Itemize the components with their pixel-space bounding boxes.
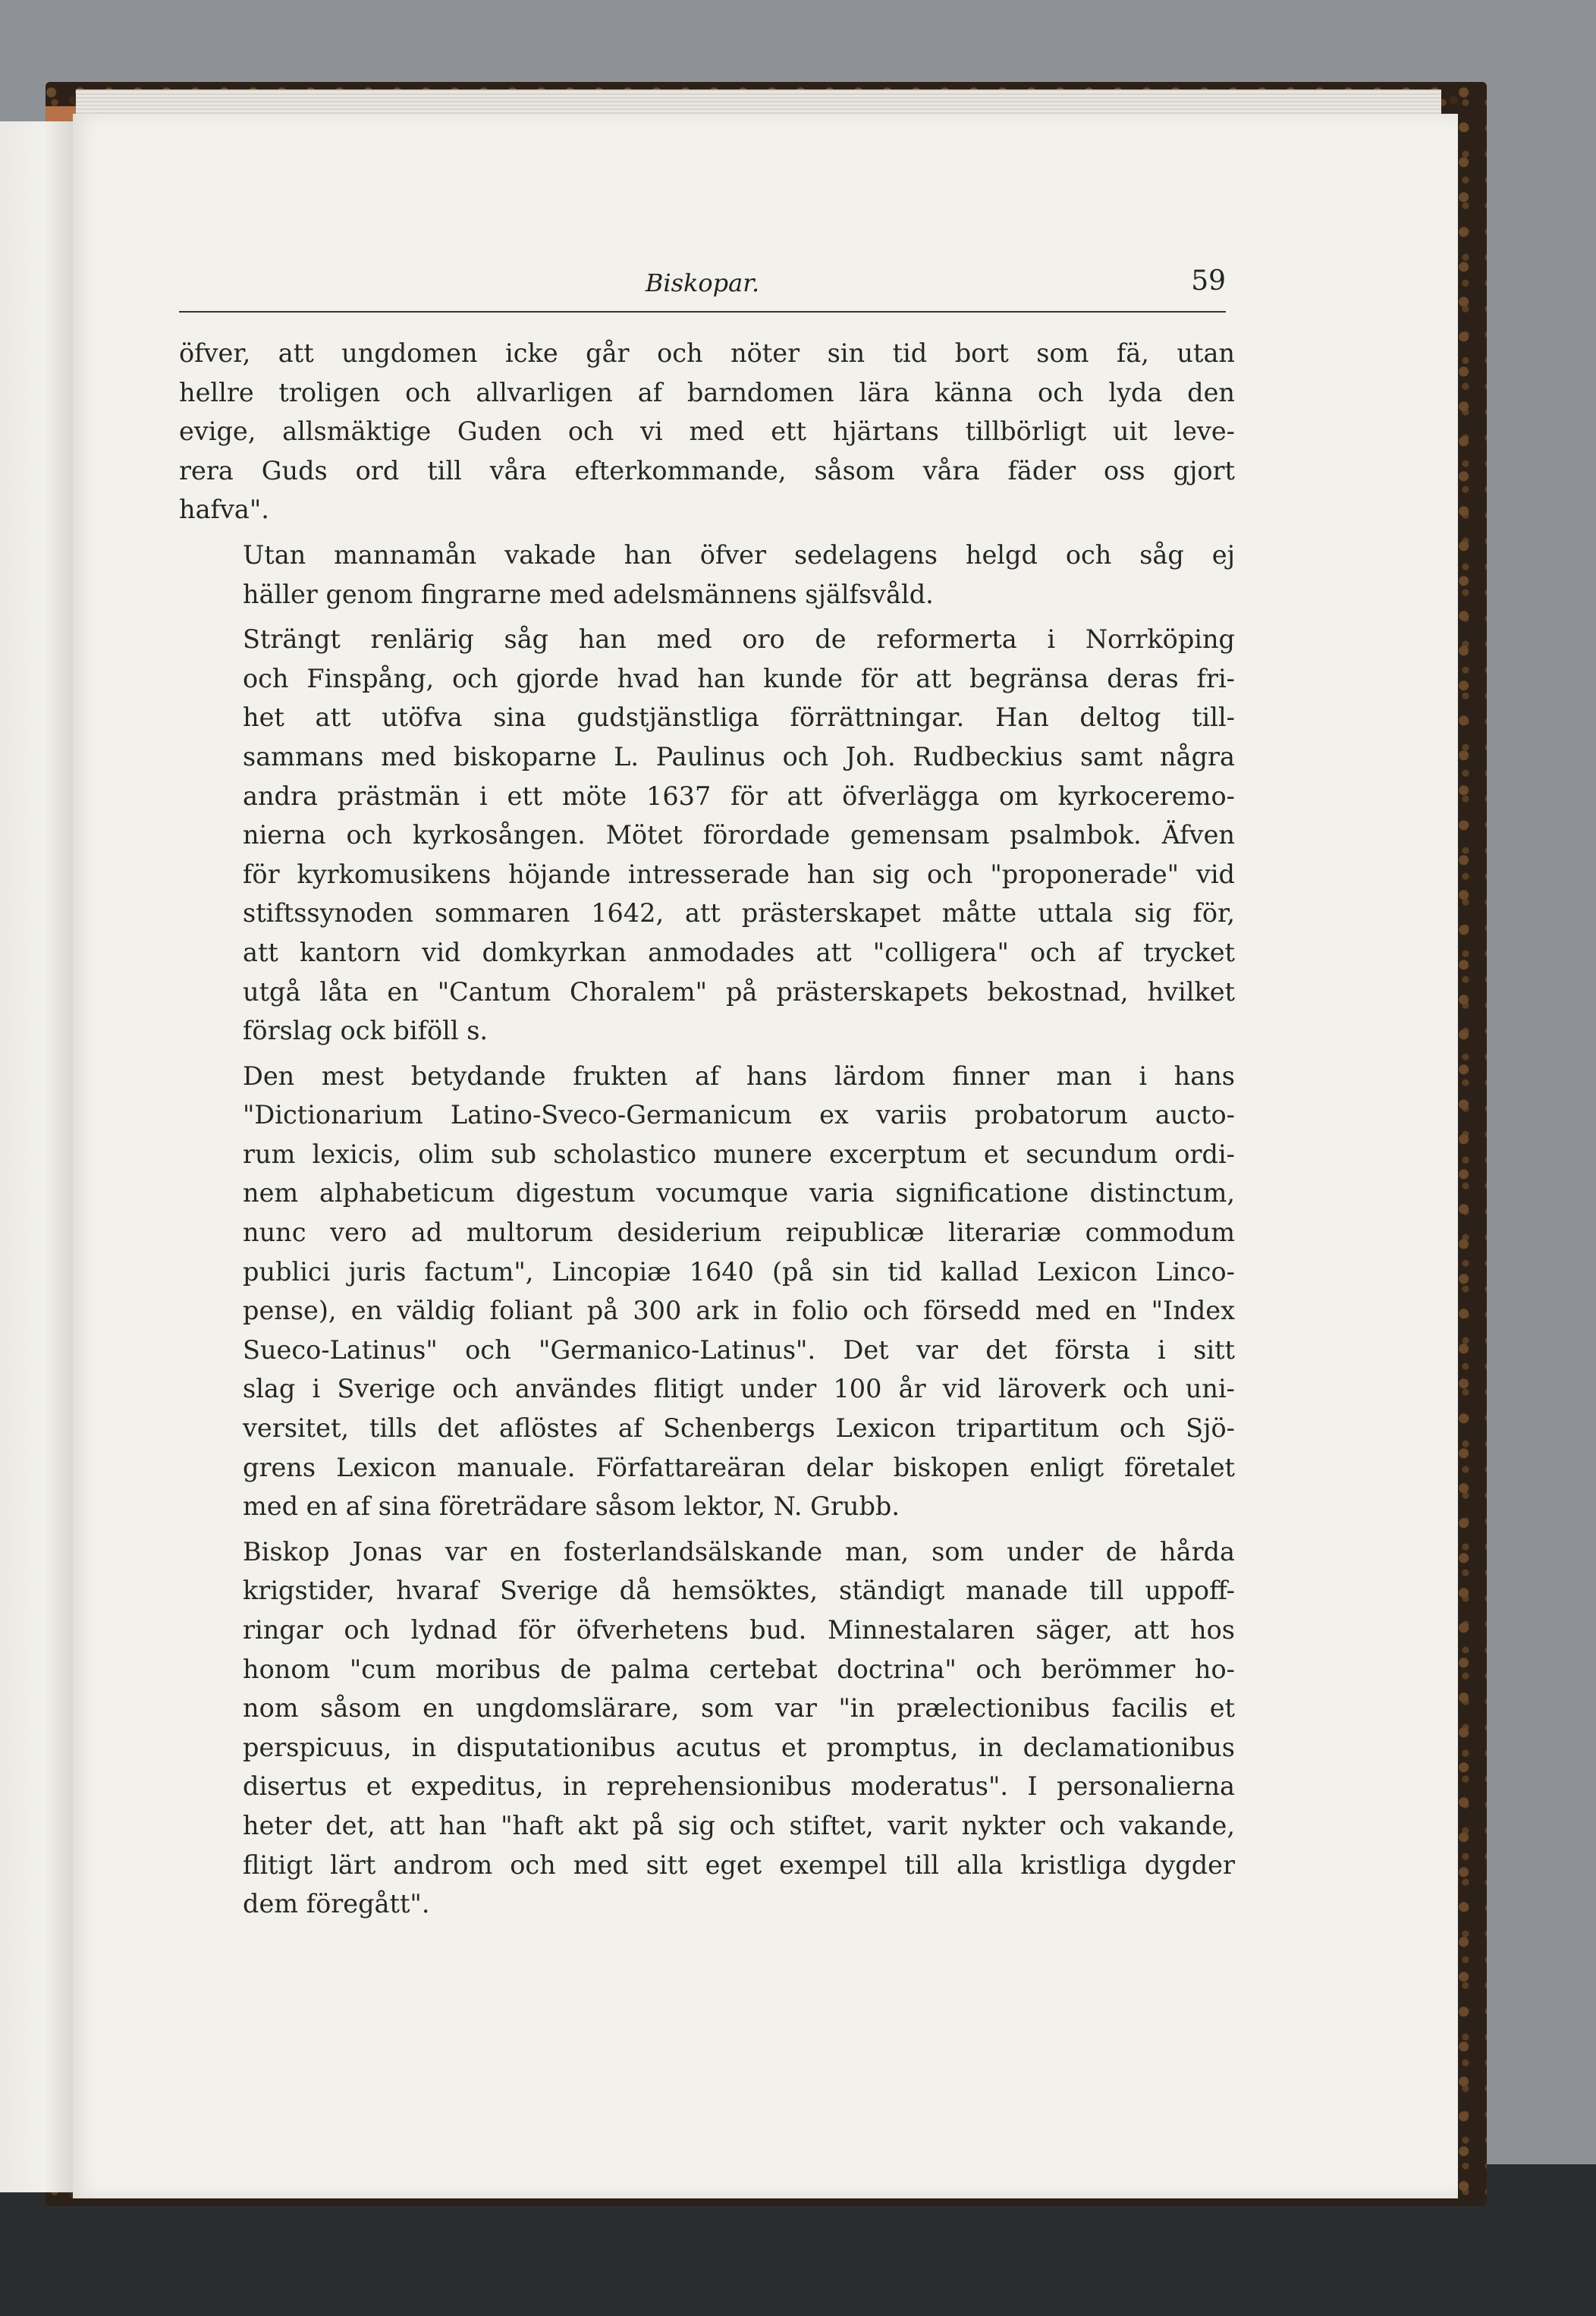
text-line: nem alphabeticum digestum vocumque varia significatione distinctum, [243,1178,1235,1208]
text-line: utgå låta en "Cantum Choralem" på prästerskapets bekostnad, hvilket [243,976,1235,1007]
text-line: dem föregått". [243,1889,430,1919]
text-line: Biskop Jonas var en fosterlandsälskande man, som under de hårda [243,1536,1235,1567]
text-line: grens Lexicon manuale. Författareäran delar biskopen enligt företalet [243,1452,1235,1482]
text-line: med en af sina företrädare såsom lektor, N. Grubb. [243,1491,900,1522]
text-line: hellre troligen och allvarligen af barndomen lära känna och lyda den [179,377,1235,407]
text-line: heter det, att han "haft akt på sig och stiftet, varit nykter och vakande, [243,1810,1235,1840]
text-line: Strängt renlärig såg han med oro de reformerta i Norrköping [243,624,1235,655]
text-line: versitet, tills det aflöstes af Schenbergs Lexicon tripartitum och Sjö- [243,1413,1235,1444]
text-line: perspicuus, in disputationibus acutus et promptus, in declamationibus [243,1732,1235,1762]
paragraph [179,1057,1235,1526]
text-line: honom "cum moribus de palma certebat doctrina" och berömmer ho- [243,1654,1235,1684]
text-line: evige, allsmäktige Guden och vi med ett hjärtans tillbörligt uit leve- [179,416,1235,447]
text-line: nom såsom en ungdomslärare, som var "in prælectionibus facilis et [243,1693,1235,1724]
text-line: Sueco-Latinus" och "Germanico-Latinus". Det var det första i sitt [243,1334,1235,1365]
text-line: och Finspång, och gjorde hvad han kunde för att begränsa deras fri- [243,663,1235,693]
text-line: att kantorn vid domkyrkan anmodades att "colligera" och af trycket [243,937,1235,967]
text-line: flitigt lärt androm och med sitt eget exempel till alla kristliga dygder [243,1849,1235,1880]
text-line: "Dictionarium Latino-Sveco-Germanicum ex variis probatorum aucto- [243,1100,1235,1130]
text-line: sammans med biskoparne L. Paulinus och Joh. Rudbeckius samt några [243,741,1235,771]
body-text [179,334,1235,1924]
text-line: Den mest betydande frukten af hans lärdom finner man i hans [243,1061,1235,1091]
facing-page-edge [0,121,74,2192]
text-line: stiftssynoden sommaren 1642, att prästerskapet måtte uttala sig för, [243,898,1235,929]
running-title: Biskopar. [645,269,760,297]
page-number: 59 [1191,266,1226,297]
book-page [73,114,1458,2198]
running-header [179,258,1226,313]
paragraph [179,620,1235,1051]
text-line: rum lexicis, olim sub scholastico munere excerptum et secundum ordi- [243,1139,1235,1169]
text-line: häller genom fingrarne med adelsmännens själfsvåld. [243,579,934,609]
text-line: nunc vero ad multorum desiderium reipublicæ literariæ commodum [243,1218,1235,1248]
text-line: Utan mannamån vakade han öfver sedelagens helgd och såg ej [243,539,1235,570]
text-line: publici juris factum", Lincopiæ 1640 (på sin tid kallad Lexicon Linco- [243,1256,1235,1287]
text-line: för kyrkomusikens höjande intresserade han sig och "proponerade" vid [243,859,1235,889]
text-line: öfver, att ungdomen icke går och nöter sin tid bort som fä, utan [179,338,1235,368]
text-line: ringar och lydnad för öfverhetens bud. Minnestalaren säger, att hos [243,1615,1235,1645]
text-line: krigstider, hvaraf Sverige då hemsöktes, ständigt manade till uppoff- [243,1576,1235,1606]
text-line: het att utöfva sina gudstjänstliga förrättningar. Han deltog till- [243,702,1235,733]
paragraph [179,334,1235,530]
text-line: rera Guds ord till våra efterkommande, såsom våra fäder oss gjort [179,455,1235,486]
text-line: förslag ock biföll s. [243,1016,489,1046]
text-line: disertus et expeditus, in reprehensionibus moderatus". I personalierna [243,1771,1235,1802]
text-line: andra prästmän i ett möte 1637 för att öfverlägga om kyrkoceremo- [243,781,1235,811]
text-line: nierna och kyrkosången. Mötet förordade gemensam psalmbok. Äfven [243,820,1235,850]
text-line: pense), en väldig foliant på 300 ark in folio och försedd med en "Index [243,1296,1235,1326]
text-line: slag i Sverige och användes flitigt under 100 år vid läroverk och uni- [243,1374,1235,1404]
text-line: hafva". [179,495,269,525]
paragraph [179,536,1235,614]
paragraph [179,1532,1235,1924]
